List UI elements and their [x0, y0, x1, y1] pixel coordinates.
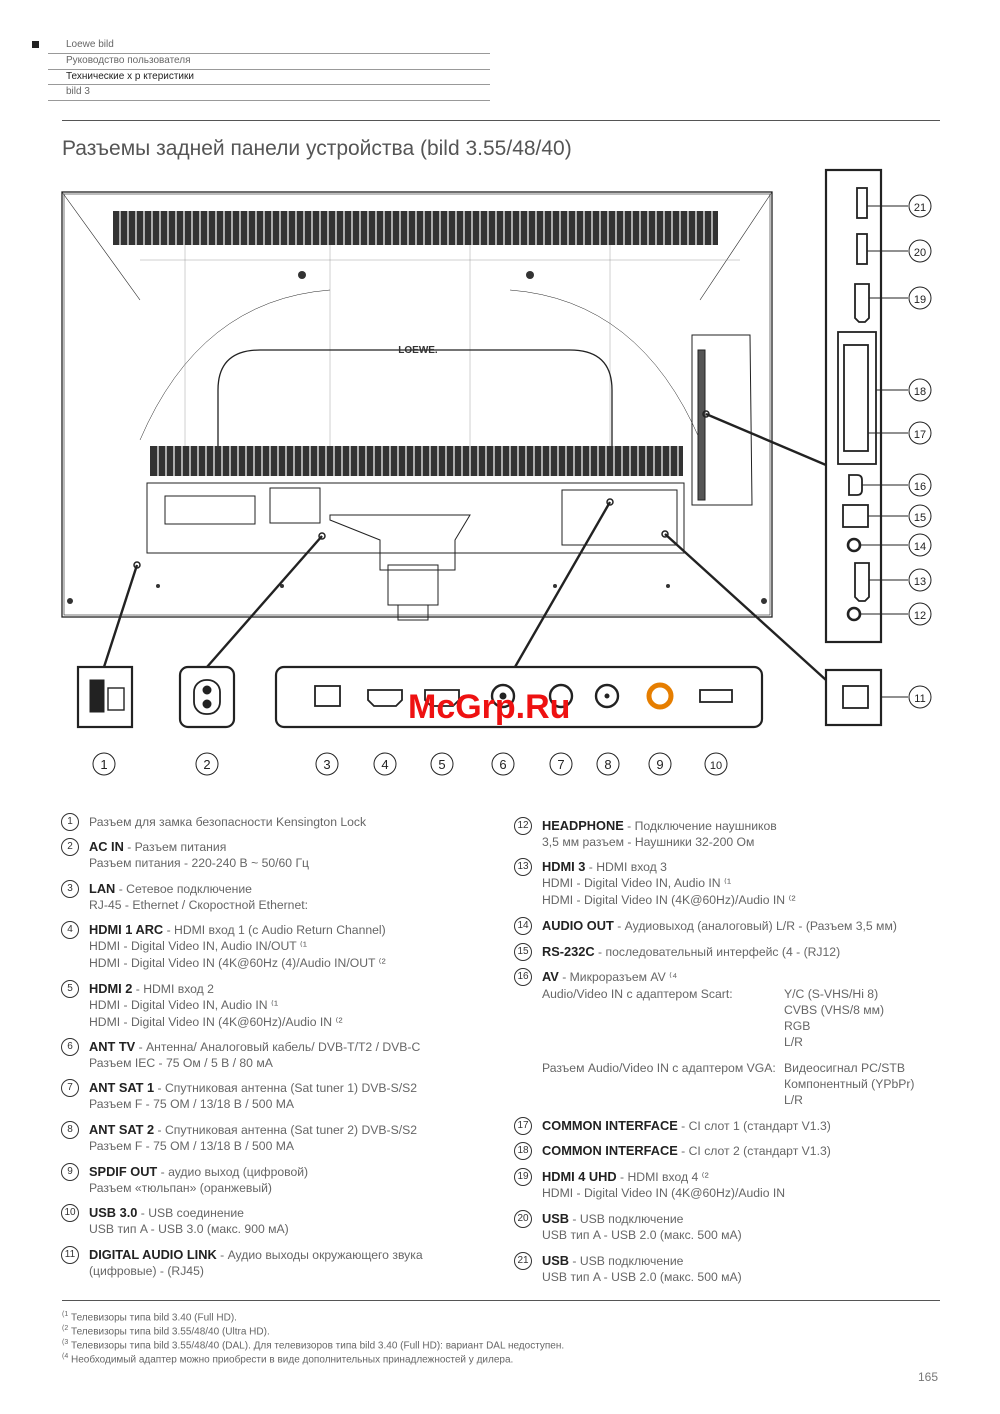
- svg-text:8: 8: [604, 757, 612, 772]
- callout-2: [196, 753, 218, 775]
- list-item: 16 AV - Микроразъем AV ⁽⁴: [542, 969, 962, 985]
- footnote: $^{(4}$ Необходимый адаптер можно приобрести в виде дополнительных принадлежностей у дилера.: [62, 1353, 514, 1366]
- list-item: 1 Разъем для замка безопасности Kensington Lock: [89, 814, 509, 830]
- svg-text:13: 13: [913, 576, 927, 588]
- svg-text:1: 1: [100, 757, 108, 772]
- callout-12: [860, 603, 931, 625]
- svg-text:7: 7: [557, 757, 565, 772]
- callout-9: [649, 753, 671, 775]
- callout-4: [374, 753, 396, 775]
- list-item: 17 COMMON INTERFACE - CI слот 1 (стандарт V1.3): [542, 1118, 962, 1134]
- svg-text:3: 3: [323, 757, 331, 772]
- callout-10: [705, 753, 727, 775]
- list-item: 11 DIGITAL AUDIO LINK - Аудио выходы окружающего звука (цифровые) - (RJ45): [89, 1247, 509, 1280]
- bullet-square-icon: [32, 41, 39, 48]
- callout-15: [868, 505, 931, 527]
- page-title: Разъемы задней панели устройства (bild 3.55/48/40): [62, 137, 572, 160]
- list-item: 6 ANT TV - Антенна/ Аналоговый кабель/ DVB-T/T2 / DVB-C Разъем IEC - 75 Ом / 5 В / 80 мА: [89, 1039, 509, 1072]
- list-item: 19 HDMI 4 UHD - HDMI вход 4 ⁽² HDMI - Digital Video IN (4K@60Hz)/Audio IN: [542, 1169, 962, 1202]
- list-item: 4 HDMI 1 ARC - HDMI вход 1 (с Audio Return Channel) HDMI - Digital Video IN, Audio IN/OUT ⁽¹ HDMI - Digital Video IN (4K@60Hz (4)/Audio IN/OUT ⁽²: [89, 922, 509, 971]
- divider: [62, 120, 940, 121]
- footnote: $^{(3}$ Телевизоры типа bild 3.55/48/40 (DAL). Для телевизоров типа bild 3.40 (Full HD): вариант DAL недоступен.: [62, 1339, 565, 1352]
- svg-text:21: 21: [913, 202, 927, 214]
- header-row: Loewe bild: [48, 38, 490, 54]
- footnote: $^{(1}$ Телевизоры типа bild 3.40 (Full HD).: [62, 1311, 237, 1324]
- list-item: 14 AUDIO OUT - Аудиовыход (аналоговый) L/R - (Разъем 3,5 мм): [542, 918, 962, 934]
- callout-19: [869, 287, 931, 309]
- list-item: 20 USB - USB подключение USB тип A - USB 2.0 (макс. 500 мА): [542, 1211, 962, 1244]
- list-item: 7 ANT SAT 1 - Спутниковая антенна (Sat tuner 1) DVB-S/S2 Разъем F - 75 ОМ / 13/18 В / 500 МА: [89, 1080, 509, 1113]
- svg-text:5: 5: [438, 757, 446, 772]
- list-item: 21 USB - USB подключение USB тип A - USB 2.0 (макс. 500 мА): [542, 1253, 962, 1286]
- callout-13: [869, 569, 931, 591]
- list-item: 13 HDMI 3 - HDMI вход 3 HDMI - Digital Video IN, Audio IN ⁽¹ HDMI - Digital Video IN (4K@60Hz)/Audio IN ⁽²: [542, 859, 962, 908]
- list-item: 2 AC IN - Разъем питания Разъем питания - 220-240 В ~ 50/60 Гц: [89, 839, 509, 872]
- list-item: 15 RS-232C - последовательный интерфейс (4 - (RJ12): [542, 944, 962, 960]
- callout-17: [868, 422, 931, 444]
- callout-1: [93, 753, 115, 775]
- callout-7: [550, 753, 572, 775]
- callout-11: [881, 686, 931, 708]
- svg-text:19: 19: [913, 294, 927, 306]
- svg-text:17: 17: [913, 429, 927, 441]
- callout-5: [431, 753, 453, 775]
- list-item: 12 HEADPHONE - Подключение наушников 3,5 мм разъем - Наушники 32-200 Ом: [542, 818, 962, 851]
- connector-panel: [147, 483, 684, 620]
- list-item: 5 HDMI 2 - HDMI вход 2 HDMI - Digital Video IN, Audio IN ⁽¹ HDMI - Digital Video IN (4K@60Hz)/Audio IN ⁽²: [89, 981, 509, 1030]
- screws: [67, 271, 767, 604]
- watermark: McGrp.Ru: [408, 688, 571, 726]
- list-item: 9 SPDIF OUT - аудио выход (цифровой) Разъем «тюльпан» (оранжевый): [89, 1164, 509, 1197]
- callout-8: [597, 753, 619, 775]
- footnote: $^{(2}$ Телевизоры типа bild 3.55/48/40 (Ultra HD).: [62, 1325, 270, 1338]
- svg-text:2: 2: [203, 757, 211, 772]
- callout-21: [867, 195, 931, 217]
- svg-text:18: 18: [913, 386, 927, 398]
- header-row: bild 3: [48, 85, 490, 101]
- svg-text:9: 9: [656, 757, 664, 772]
- list-item: 8 ANT SAT 2 - Спутниковая антенна (Sat tuner 2) DVB-S/S2 Разъем F - 75 ОМ / 13/18 В / 500 МА: [89, 1122, 509, 1155]
- document-header: [48, 38, 490, 101]
- svg-text:14: 14: [913, 541, 927, 553]
- header-row: Руководство пользователя: [48, 54, 490, 70]
- callout-18: [876, 379, 931, 401]
- loewe-logo: LOEWE.: [398, 345, 438, 356]
- svg-text:15: 15: [913, 512, 927, 524]
- list-item: 3 LAN - Сетевое подключение RJ-45 - Ethernet / Скоростной Ethernet:: [89, 881, 509, 914]
- svg-text:16: 16: [913, 481, 927, 493]
- page-number: 165: [917, 1370, 938, 1384]
- svg-text:11: 11: [914, 693, 926, 705]
- svg-text:4: 4: [381, 757, 389, 772]
- list-item: 18 COMMON INTERFACE - CI слот 2 (стандарт V1.3): [542, 1143, 962, 1159]
- header-row: Технические х р ктеристики: [48, 70, 490, 86]
- list-item: 10 USB 3.0 - USB соединение USB тип A - USB 3.0 (макс. 900 мА): [89, 1205, 509, 1238]
- svg-text:20: 20: [913, 247, 927, 259]
- callout-16: [862, 474, 931, 496]
- callout-14: [860, 534, 931, 556]
- svg-text:12: 12: [913, 610, 927, 622]
- side-connector-strip: [826, 170, 881, 642]
- callout-20: [867, 240, 931, 262]
- callout-3: [316, 753, 338, 775]
- svg-text:10: 10: [709, 760, 723, 772]
- callout-6: [492, 753, 514, 775]
- svg-text:6: 6: [499, 757, 507, 772]
- divider: [62, 1300, 940, 1301]
